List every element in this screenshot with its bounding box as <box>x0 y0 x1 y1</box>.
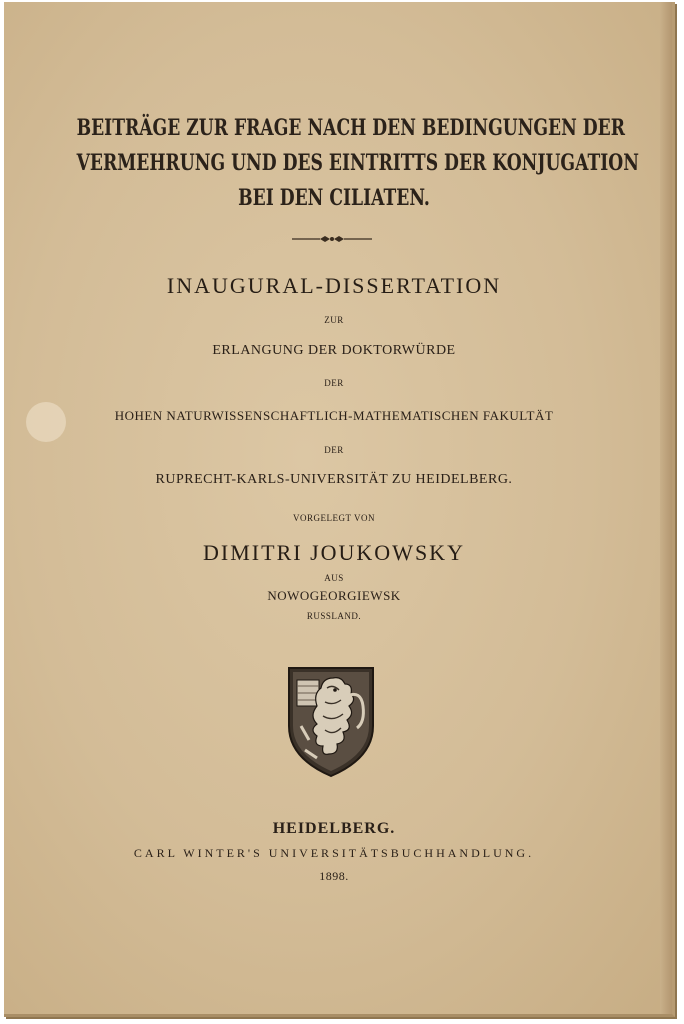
vorgelegt-text: VORGELEGT VON <box>293 513 375 523</box>
heidelberg-lion-coat-of-arms-icon <box>287 666 375 778</box>
universitat-text: RUPRECHT-KARLS-UNIVERSITÄT ZU HEIDELBERG. <box>155 472 513 487</box>
publisher-name: CARL WINTER'S UNIVERSITÄTSBUCHHANDLUNG. <box>133 846 535 860</box>
publisher-place: HEIDELBERG. <box>272 820 396 837</box>
title-line-1: BEITRÄGE ZUR FRAGE NACH DEN BEDINGUNGEN DER <box>76 115 626 141</box>
aus-text: AUS <box>324 573 344 583</box>
title-line-3: BEI DEN CILIATEN. <box>238 185 430 211</box>
country-text: RUSSLAND. <box>306 611 362 621</box>
fakultat-text: HOHEN NATURWISSENSCHAFTLICH-MATHEMATISCHEN FAKULTÄT <box>114 408 554 423</box>
title-page <box>4 2 675 1017</box>
dissertation-heading: INAUGURAL-DISSERTATION <box>166 273 502 298</box>
city-text: NOWOGEORGIEWSK <box>267 588 401 603</box>
title-line-2: VERMEHRUNG UND DES EINTRITTS DER KONJUGATION <box>76 150 639 176</box>
erlangung-text: ERLANGUNG DER DOKTORWÜRDE <box>212 343 456 358</box>
der-text-2: DER <box>324 445 344 455</box>
der-text-1: DER <box>324 378 344 388</box>
author-name: DIMITRI JOUKOWSKY <box>203 540 465 565</box>
publication-year: 1898. <box>319 869 349 883</box>
page-edge <box>660 2 672 1014</box>
decorative-rule-icon <box>292 234 372 244</box>
zur-text: ZUR <box>324 315 344 325</box>
